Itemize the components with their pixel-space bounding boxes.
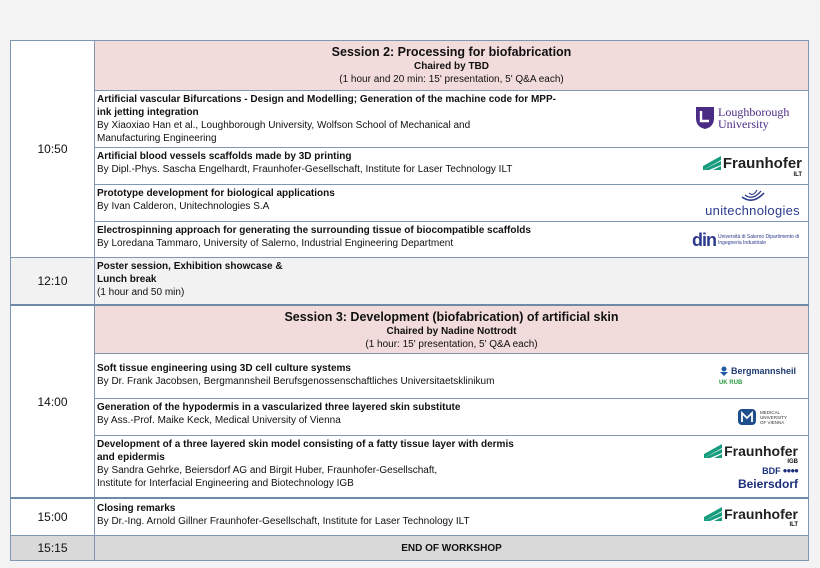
fraunhofer-name: Fraunhofer <box>724 506 798 522</box>
talk-title: Prototype development for biological applications <box>97 188 335 199</box>
bergmannsheil-name: Bergmannsheil <box>730 366 796 376</box>
bdf-mark: BDF <box>762 465 781 476</box>
workshop-schedule <box>10 40 808 554</box>
fraunhofer-name: Fraunhofer <box>722 154 802 172</box>
talk-speaker: Institute for Interfacial Engineering and Biotechnology IGB <box>97 478 354 489</box>
fraunhofer-institute: ILT <box>793 171 802 178</box>
loughborough-shield-icon <box>695 106 715 130</box>
talk-speaker: By Sandra Gehrke, Beiersdorf AG and Birgit Huber, Fraunhofer-Gesellschaft, <box>97 465 438 476</box>
fraunhofer-institute: IGB <box>787 458 798 465</box>
time-cell: 14:00 <box>11 305 95 498</box>
fraunhofer-stripes-icon <box>704 507 722 521</box>
talk <box>95 354 808 390</box>
din-mark: din <box>692 229 716 250</box>
talk-title: Artificial blood vessels scaffolds made by 3D printing <box>97 151 352 162</box>
session-duration: (1 hour and 20 min: 15' presentation, 5' Q&A each) <box>339 74 564 85</box>
talk-speaker: By Xiaoxiao Han et al., Loughborough University, Wolfson School of Mechanical and Manufacturing Engineering <box>97 120 471 144</box>
talk-speaker: By Ass.-Prof. Maike Keck, Medical University of Vienna <box>97 415 341 426</box>
break-row <box>11 258 809 306</box>
closing-row <box>11 498 809 536</box>
talk-title: Soft tissue engineering using 3D cell culture systems <box>97 363 351 374</box>
fraunhofer-logo <box>703 148 802 184</box>
beiersdorf-name: Beiersdorf <box>737 476 798 491</box>
unitechnologies-swirl-icon <box>740 189 766 203</box>
din-logo <box>692 222 808 257</box>
meduni-vienna-logo <box>737 399 794 435</box>
talk <box>95 185 808 218</box>
talk-title: Artificial vascular Bifurcations - Design and Modelling; Generation of the machine code for MPP-ink jetting integration <box>97 94 556 118</box>
talk <box>95 436 808 492</box>
talk-row <box>11 399 809 436</box>
talk-speaker: By Dr.-Ing. Arnold Gillner Fraunhofer-Gesellschaft, Institute for Laser Technology ILT <box>97 516 470 527</box>
session-title: Session 2: Processing for biofabrication <box>331 45 572 59</box>
time-cell: 15:15 <box>11 536 95 561</box>
session3-header <box>95 305 809 354</box>
fraunhofer-beiersdorf-logos <box>704 436 798 497</box>
session-duration: (1 hour: 15' presentation, 5' Q&A each) <box>365 339 538 350</box>
fraunhofer-stripes-icon <box>704 444 722 458</box>
fraunhofer-name: Fraunhofer <box>724 442 798 459</box>
talk <box>95 399 808 429</box>
talk <box>95 499 808 530</box>
fraunhofer-logo <box>704 499 798 535</box>
break-duration: (1 hour and 50 min) <box>97 287 185 298</box>
time-cell: 10:50 <box>11 41 95 258</box>
loughborough-name: Loughborough University <box>718 104 790 131</box>
talk-title: Electrospinning approach for generating the surrounding tissue of biocompatible scaffolds <box>97 225 531 236</box>
session2-header-row <box>11 41 809 91</box>
session-chair: Chaired by Nadine Nottrodt <box>386 326 517 337</box>
talk-speaker: By Dr. Frank Jacobsen, Bergmannsheil Berufsgenossenschaftliches Universitaetsklinikum <box>97 376 495 387</box>
talk-row <box>11 185 809 222</box>
talk-row <box>11 91 809 148</box>
talk-title: Generation of the hypodermis in a vascularized three layered skin substitute <box>97 402 461 413</box>
time-cell: 15:00 <box>11 498 95 536</box>
end-row <box>11 536 809 561</box>
talk <box>95 222 808 252</box>
time-cell: 12:10 <box>11 258 95 306</box>
ukrub-mark: UK RUB <box>718 380 743 386</box>
loughborough-logo <box>695 91 802 144</box>
talk <box>95 91 808 147</box>
talk-title: Development of a three layered skin model consisting of a fatty tissue layer with dermis and epidermis <box>97 439 514 463</box>
bergmannsheil-logo <box>719 354 796 398</box>
din-caption: Università di Salerno Dipartimento di Ingegneria Industriale <box>718 233 800 246</box>
talk-row <box>11 148 809 185</box>
break-title: Lunch break <box>97 274 157 285</box>
meduni-vienna-name: MEDICAL UNIVERSITY OF VIENNA <box>760 409 787 425</box>
fraunhofer-stripes-icon <box>703 156 721 170</box>
talk-row <box>11 436 809 499</box>
session3-header-row <box>11 305 809 354</box>
break-title: Poster session, Exhibition showcase & <box>97 261 283 272</box>
session-chair: Chaired by TBD <box>413 61 489 72</box>
talk-title: Closing remarks <box>97 503 176 514</box>
talk-speaker: By Loredana Tammaro, University of Salerno, Industrial Engineering Department <box>97 238 454 249</box>
talk-row <box>11 222 809 258</box>
schedule-table <box>10 40 809 561</box>
bdf-dots-icon: ●●●● <box>782 466 798 475</box>
session-title: Session 3: Development (biofabrication) of artificial skin <box>284 310 619 324</box>
unitechnologies-name: unitechnologies <box>705 202 800 218</box>
talk-speaker: By Ivan Calderon, Unitechnologies S.A <box>97 201 270 212</box>
session2-header <box>95 41 809 91</box>
bergmannsheil-icon <box>719 366 729 376</box>
talk-row <box>11 354 809 399</box>
unitechnologies-logo <box>705 185 800 221</box>
talk-speaker: By Dipl.-Phys. Sascha Engelhardt, Fraunhofer-Gesellschaft, Institute for Laser Technology ILT <box>97 164 513 175</box>
end-label: END OF WORKSHOP <box>95 536 809 561</box>
meduni-vienna-icon <box>737 407 757 427</box>
fraunhofer-institute: ILT <box>789 522 798 528</box>
talk <box>95 148 808 178</box>
